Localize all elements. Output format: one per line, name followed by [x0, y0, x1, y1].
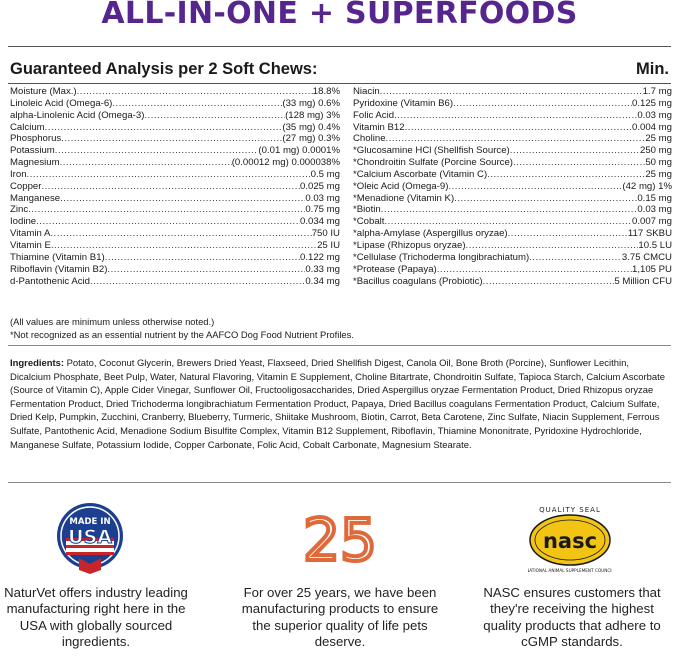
nutrient-row — [10, 264, 340, 276]
nutrient-name: Zinc — [10, 204, 29, 216]
nutrient-name: *Oleic Acid (Omega-9) — [353, 180, 449, 192]
nutrient-value: 0.007 mg — [631, 216, 672, 228]
nutrient-row — [10, 110, 340, 122]
nutrient-row — [353, 122, 672, 134]
nasc-description: NASC ensures customers that they're receiving the highest quality products that adhere to cGMP standards. — [483, 585, 661, 649]
dot-leader — [381, 204, 638, 216]
ingredients-paragraph — [10, 357, 672, 452]
nutrient-value: 18.8% — [312, 86, 340, 97]
nutrient-name: Vitamin A — [10, 228, 51, 240]
nutrient-row — [353, 169, 672, 181]
nutrient-row — [353, 276, 672, 288]
dot-leader — [27, 169, 311, 181]
min-label: Min. — [636, 60, 669, 78]
nutrient-row — [353, 204, 672, 216]
nutrient-row — [10, 276, 340, 288]
nutrient-value: 3.75 CMCU — [621, 251, 672, 263]
nutrient-row — [353, 181, 672, 193]
nutrient-value: 0.03 mg — [637, 109, 672, 121]
nutrient-value: 0.5 mg — [310, 168, 340, 180]
dot-leader — [513, 157, 645, 169]
analysis-notes — [10, 316, 354, 341]
nutrient-name: Iron — [10, 168, 27, 180]
nutrient-value: (27 mg) 0.3% — [282, 133, 340, 145]
nutrient-row — [353, 240, 672, 252]
nutrient-row — [353, 133, 672, 145]
dot-leader — [60, 157, 232, 169]
nutrient-value: 10.5 LU — [638, 239, 672, 251]
note-minimum-values: (All values are minimum unless otherwise noted.) — [10, 316, 215, 327]
nutrient-row — [353, 157, 672, 169]
guaranteed-analysis-title: Guaranteed Analysis per 2 Soft Chews: — [10, 60, 318, 78]
nutrient-value: 5 Million CFU — [614, 275, 672, 287]
nutrient-value: 250 mg — [640, 145, 672, 157]
nutrient-name: *Calcium Ascorbate (Vitamin C) — [353, 168, 488, 180]
nutrient-value: 0.025 mg — [299, 180, 340, 192]
ingredients-label: Ingredients: — [10, 358, 65, 369]
nutrient-value: 0.03 mg — [637, 204, 672, 216]
dot-leader — [90, 276, 305, 288]
nutrient-name: Folic Acid — [353, 109, 395, 121]
nutrient-name: Thiamine (Vitamin B1) — [10, 251, 105, 263]
dot-leader — [405, 122, 632, 134]
dot-leader — [384, 216, 632, 228]
nutrient-name: Pyridoxine (Vitamin B6) — [353, 97, 454, 109]
dot-leader — [380, 86, 643, 98]
nutrient-name: *Lipase (Rhizopus oryzae) — [353, 239, 466, 251]
dot-leader — [55, 145, 259, 157]
dot-leader — [466, 240, 639, 252]
dot-leader — [394, 110, 637, 122]
nutrient-row — [10, 240, 340, 252]
divider-top — [8, 46, 671, 47]
nutrient-row — [353, 110, 672, 122]
guaranteed-analysis-header — [0, 60, 679, 82]
nasc-logo-bottom-text: NATIONAL ANIMAL SUPPLEMENT COUNCIL — [528, 568, 612, 573]
nutrient-row — [10, 98, 340, 110]
nutrient-name: *Bacillus coagulans (Probiotic) — [353, 275, 483, 287]
nutrient-row — [10, 169, 340, 181]
dot-leader — [45, 122, 283, 134]
dot-leader — [61, 133, 282, 145]
nutrient-name: Calcium — [10, 121, 45, 133]
nutrient-value: 1.7 mg — [642, 86, 672, 97]
dot-leader — [144, 110, 285, 122]
nutrient-name: Potassium — [10, 145, 55, 157]
nasc-logo-top-text: QUALITY SEAL — [539, 506, 601, 514]
divider-analysis — [8, 83, 671, 84]
nutrient-value: 0.125 mg — [631, 97, 672, 109]
usa-logo-top-text: MADE IN — [69, 517, 111, 527]
dot-leader — [41, 181, 300, 193]
nutrient-row — [10, 228, 340, 240]
nutrient-value: 50 mg — [645, 157, 672, 169]
nutrient-name: *Biotin — [353, 204, 381, 216]
nutrient-row — [10, 145, 340, 157]
divider-ingredients-bottom — [8, 482, 671, 483]
dot-leader — [107, 264, 305, 276]
nutrient-value: 0.122 mg — [299, 251, 340, 263]
nasc-logo-main-text: nasc — [542, 529, 598, 553]
nutrient-value: 0.034 mg — [299, 216, 340, 228]
usa-description: NaturVet offers industry leading manufacturing right here in the USA with globally sourced ingredients. — [4, 585, 188, 649]
nutrient-row — [353, 264, 672, 276]
nutrient-value: (35 mg) 0.4% — [282, 121, 340, 133]
made-in-usa-logo — [55, 500, 125, 576]
ingredients-text: Potato, Coconut Glycerin, Brewers Dried Yeast, Flaxseed, Dried Shellfish Digest, Canola Oil, Bone Broth (Porcine), Sunflower Lecithin, Dicalcium Phosphate, Beet Pulp, Water, Natural Flavoring, Vitamin E Supplement, Choline Bitartrate, Chondroitin Sulfate, Tapioca Starch, Calcium Ascorbate (Source of Vitamin C), Apple Cider Vinegar, Sunflower Oil, Fructooligosaccharides, Dried Aspergillus oryzae Fermentation Product, Dried Rhizopus oryzae Fermentation Product, Dried Trichoderma longibrachiatum Fermentation Product, Papaya, Dried Bacillus coagulans Fermentation Product, Calcium Sulfate, Dried Kelp, Pumpkin, Zucchini, Cranberry, Blueberry, Turmeric, Shiitake Mushroom, Biotin, Carrot, Beta Carotene, Zinc Sulfate, Niacin Supplement, Ferrous Sulfate, Pantothenic Acid, Menadione Sodium Bisulfite Complex, Vitamin B12 Supplement, Riboflavin, Thiamine Mononitrate, Pyridoxine Hydrochloride, Manganese Sulfate, Potassium Iodide, Copper Carbonate, Folic Acid, Cobalt Carbonate, Magnesium Stearate. — [10, 358, 666, 451]
nutrient-value: 0.34 mg — [305, 275, 340, 287]
nasc-quality-seal-logo — [528, 502, 612, 574]
nutrient-name: Moisture (Max.) — [10, 86, 77, 97]
nutrient-row — [10, 122, 340, 134]
nutrient-name: *alpha-Amylase (Aspergillus oryzae) — [353, 228, 508, 240]
nutrient-value: (128 mg) 3% — [285, 109, 340, 121]
nutrient-value: 750 IU — [311, 228, 340, 240]
nutrient-row — [353, 216, 672, 228]
nutrient-value: 0.15 mg — [637, 192, 672, 204]
nutrient-value: 25 mg — [645, 133, 672, 145]
nutrient-row — [10, 157, 340, 169]
nutrient-value: 25 mg — [645, 168, 672, 180]
years-logo-number: 25 — [303, 506, 377, 574]
nutrient-row — [353, 98, 672, 110]
nutrient-value: (0.01 mg) 0.0001% — [258, 145, 340, 157]
nutrient-name: Linoleic Acid (Omega-6) — [10, 97, 113, 109]
dot-leader — [77, 86, 313, 98]
dot-leader — [483, 276, 615, 288]
nutrient-name: Riboflavin (Vitamin B2) — [10, 263, 108, 275]
nutrient-name: *Protease (Papaya) — [353, 263, 437, 275]
dot-leader — [508, 228, 628, 240]
nutrient-row — [353, 228, 672, 240]
dot-leader — [487, 169, 645, 181]
nutrient-row — [353, 193, 672, 205]
nutrient-row — [10, 193, 340, 205]
nutrient-name: Phosphorus — [10, 133, 62, 145]
divider-ingredients-top — [8, 345, 671, 346]
note-aafco: *Not recognized as an essential nutrient by the AAFCO Dog Food Nutrient Profiles. — [10, 328, 354, 340]
nutrient-list-right — [353, 86, 672, 287]
nutrient-name: *Cobalt — [353, 216, 385, 228]
nutrient-value: 0.33 mg — [305, 263, 340, 275]
nutrient-value: 1,105 PU — [631, 263, 672, 275]
nutrient-value: 117 SKBU — [627, 228, 672, 240]
nutrient-row — [353, 86, 672, 98]
nutrient-name: Iodine — [10, 216, 37, 228]
nutrient-name: Copper — [10, 180, 42, 192]
dot-leader — [510, 145, 640, 157]
nutrient-name: *Menadione (Vitamin K) — [353, 192, 455, 204]
dot-leader — [453, 98, 632, 110]
nutrient-value: (42 mg) 1% — [622, 180, 672, 192]
nutrient-row — [10, 216, 340, 228]
dot-leader — [51, 240, 317, 252]
nutrient-name: Vitamin E — [10, 239, 51, 251]
dot-leader — [437, 264, 632, 276]
nutrient-value: 0.75 mg — [305, 204, 340, 216]
nutrient-row — [10, 133, 340, 145]
nutrient-name: *Chondroitin Sulfate (Porcine Source) — [353, 157, 513, 169]
nutrient-value: (33 mg) 0.6% — [282, 97, 340, 109]
nutrient-list-left — [10, 86, 340, 287]
usa-logo-main-text: USA — [68, 526, 112, 548]
nutrient-row — [10, 181, 340, 193]
dot-leader — [454, 193, 637, 205]
dot-leader — [105, 252, 300, 264]
dot-leader — [28, 204, 305, 216]
dot-leader — [386, 133, 646, 145]
nutrient-name: d-Pantothenic Acid — [10, 275, 91, 287]
nutrient-name: alpha-Linolenic Acid (Omega-3) — [10, 109, 145, 121]
nutrient-value: 0.004 mg — [631, 121, 672, 133]
nutrient-name: *Glucosamine HCl (Shellfish Source) — [353, 145, 510, 157]
nutrient-value: 25 IU — [317, 239, 340, 251]
nutrient-name: Niacin — [353, 86, 380, 97]
nutrient-row — [10, 204, 340, 216]
nutrient-name: Choline — [353, 133, 386, 145]
nutrient-row — [10, 86, 340, 98]
nutrient-name: Vitamin B12 — [353, 121, 405, 133]
nutrient-name: Manganese — [10, 192, 61, 204]
dot-leader — [50, 228, 311, 240]
nutrient-value: 0.03 mg — [305, 192, 340, 204]
page-title: ALL-IN-ONE + SUPERFOODS — [101, 0, 578, 31]
dot-leader — [529, 252, 622, 264]
nutrient-row — [10, 252, 340, 264]
nutrient-row — [353, 145, 672, 157]
dot-leader — [60, 193, 305, 205]
nutrient-value: (0.00012 mg) 0.000038% — [231, 157, 340, 169]
dot-leader — [448, 181, 622, 193]
twenty-five-years-logo — [302, 500, 378, 576]
nutrient-name: *Cellulase (Trichoderma longibrachiatum) — [353, 251, 530, 263]
nutrient-name: Magnesium — [10, 157, 60, 169]
nutrient-row — [353, 252, 672, 264]
dot-leader — [112, 98, 282, 110]
dot-leader — [36, 216, 300, 228]
years-description: For over 25 years, we have been manufacturing products to ensure the superior quality of life pets deserve. — [241, 585, 439, 649]
